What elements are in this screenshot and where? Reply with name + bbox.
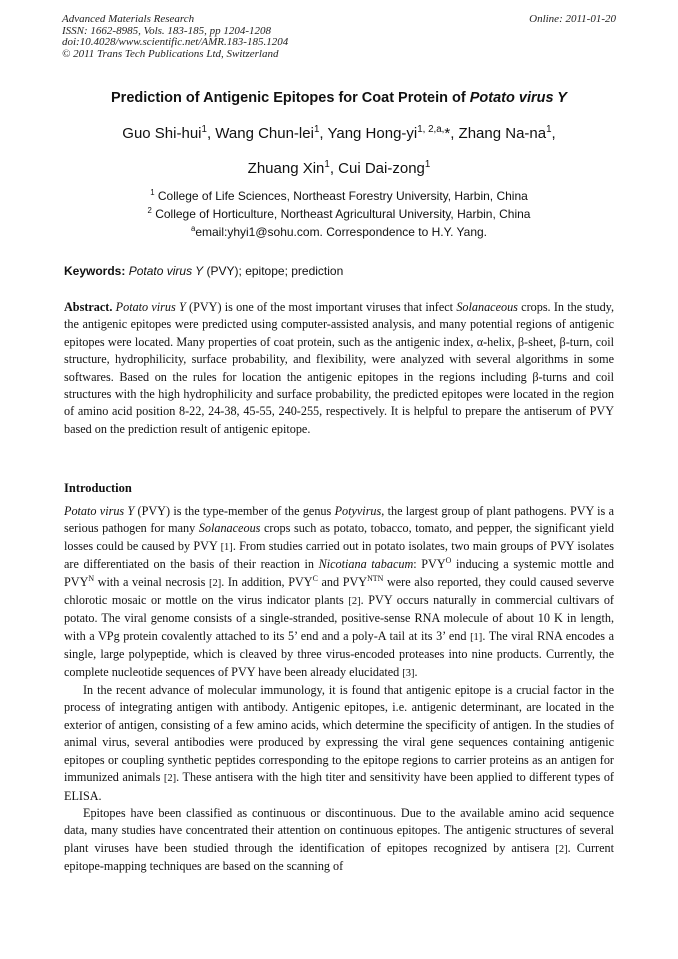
body-text: . Current epitope-mapping techniques are based on the scanning of [64,840,615,874]
affiliation-1 [40,189,638,203]
abstract-text: crops. In the study, the antigenic epitopes were predicted using computer-assisted analysis, and many potential regions of antigenic epitopes were located. Many properties of coat protein, such as the antigenic index, α-helix, β-sheet, β-turn, coil structure, hydrophilicity, surface probability, and flexibility, were analyzed with several algorithms in some softwares. Based on the rules for location the antigenic epitopes in the regions including β-turns and coil structures with the high hydrophilicity and surface probability, the predicted epitopes were located in the region of amino acid position 8-22, 24-38, 45-55, 240-255, respectively. It is helpful to prepare the antiserum of PVY based on the prediction result of antigenic epitope. [64,300,615,436]
body-text: . These antisera with the high titer and sensitivity have been applied to different types of ELISA. [64,770,614,803]
body-text: with a veinal necrosis [94,574,209,589]
keywords-rest: (PVY); epitope; prediction [203,264,344,278]
author-name: Yang Hong-yi [327,125,418,142]
citation: [2] [555,843,568,855]
body-text: inducing a systemic mottle and PVY [64,557,614,589]
body-text: and PVY [317,574,368,589]
body-text: were also reported, they could caused severve chlorotic mosaic or mottle on the virus indicator plants [64,574,614,608]
italic-text: Nicotiana tabacum [318,557,414,572]
author-sup: 1 [324,159,330,170]
author-line-2: Zhuang Xin$^1$, Cui Dai-zong$^1$ [247,159,431,177]
body-text: Epitopes have been classified as continuous or discontinuous. Due to the available amino acid sequence data, many studies have concentrated their attention on continuous epitopes. The antigenic structures of several plant viruses have been studied through the identification of epitopes recognized by antisera [64,805,614,855]
author-sup: 1, 2,a, [417,124,445,135]
citation: [2] [163,773,177,785]
doi-line: doi:10.4028/www.scientific.net/AMR.183-185.1204 [62,36,289,48]
body-text: crops such as potato, tobacco, tomato, and pepper, the significant yield losses could be caused by PVY [64,521,614,553]
author-name: Cui Dai-zong [338,160,425,177]
keywords-italic: Potato virus Y [128,264,204,278]
abstract-italic: Potato virus Y [115,300,186,314]
author-sup: 1 [546,124,552,135]
body-text: : PVY [413,557,446,572]
body-text: . In addition, PVY [221,574,313,589]
body-text: (PVY) is the type-member of the genus [134,504,335,518]
body-text: . [414,664,418,679]
journal-name: Advanced Materials Research [62,13,195,25]
issn-line: ISSN: 1662-8985, Vols. 183-185, pp 1204-1208 [62,24,271,37]
italic-text: Solanaceous [198,521,261,536]
affil-sup: a [190,224,196,233]
superscript: O [445,556,452,566]
abstract-text: (PVY) is one of the most important viruses that infect [185,300,457,314]
affil-sup: 2 [147,206,152,215]
title-text: Prediction of Antigenic Epitopes for Coat Protein of [111,90,470,106]
citation: [2] [348,596,361,608]
body-text: . PVY occurs naturally in commercial cultivars of potato. The viral genome consists of a single-stranded, positive-sense RNA molecule of about 10 K in length, with a VPg protein covalently attached to its 5’ end and a poly-A tail at its 3’ end [64,593,614,643]
citation: [1] [470,631,483,643]
abstract [64,299,614,438]
affiliation-2 [40,207,638,221]
author-name: Guo Shi-hui [122,125,202,142]
title-italic: Potato virus Y [469,90,567,106]
paragraph-3 [64,805,614,876]
superscript: N [88,573,95,583]
author-name: Wang Chun-lei [215,125,314,142]
body-text: In the recent advance of molecular immunology, it is found that antigenic epitope is a crucial factor in the process of integrating antigen with antibody. Antigenic epitopes, i.e. antigenic determinant, are located in the exterior of antigen, consisting of a few amino acids, which determine the specificity of antigen. In the studies of animal virus, several antibodies were produced by expressing the viral gene sequences containing antigenic epitopes or coupling synthetic peptides corresponding to the epitope regions to carrier proteins as an antigen for immunized animals [64,683,614,785]
affil-text: email:yhyi1@sohu.com. Correspondence to H.Y. Yang. [195,225,488,239]
italic-text: Potato virus Y [64,504,135,518]
citation: [1] [220,541,233,553]
author-line-1: Guo Shi-hui$^1$, Wang Chun-lei$^1$, Yang Hong-$yi^{1, 2,a,}*$, Zhang $Na-na^1$, [122,124,556,142]
author-sup: 1 [424,159,431,170]
superscript: NTN [367,573,384,583]
abstract-italic: Solanaceous [456,300,518,314]
author-name: Zhang Na-na [458,125,547,142]
introduction-body [64,503,614,876]
paragraph-2 [64,682,614,805]
affil-text: College of Life Sciences, Northeast Forestry University, Harbin, China [157,189,528,203]
copyright-line: © 2011 Trans Tech Publications Ltd, Switzerland [62,47,279,60]
citation: [2] [208,577,222,589]
journal-header [62,14,618,60]
body-text: . The viral RNA encodes a single, large polypeptide, which is cleaved by three virus-encoded proteases into nine products. Currently, the complete nucleotide sequences of PVY have been already elucidated [64,628,614,679]
body-text: , the largest group of plant pathogens. PVY is a serious pathogen for many [64,504,615,536]
body-text: . From studies carried out in potato isolates, two main groups of PVY isolates are differentiated on the basis of their reaction in [64,538,614,572]
paragraph-1 [64,503,614,682]
keywords-label: Keywords: [64,264,126,278]
abstract-label: Abstract. [64,300,113,314]
online-date: Online: 2011-01-20 [529,13,616,25]
affil-text: College of Horticulture, Northeast Agricultural University, Harbin, China [155,207,531,221]
affil-sup: 1 [150,188,155,197]
author-sup: 1 [201,124,207,135]
superscript: C [312,573,318,583]
italic-text: Potyvirus [334,504,382,518]
author-sup: 1 [313,124,320,135]
citation: [3] [402,667,415,679]
correspondence-email [40,225,638,239]
author-name: Zhuang Xin [247,160,325,177]
keywords [64,264,343,278]
paper-title [40,90,638,106]
section-heading: Introduction [64,481,132,495]
